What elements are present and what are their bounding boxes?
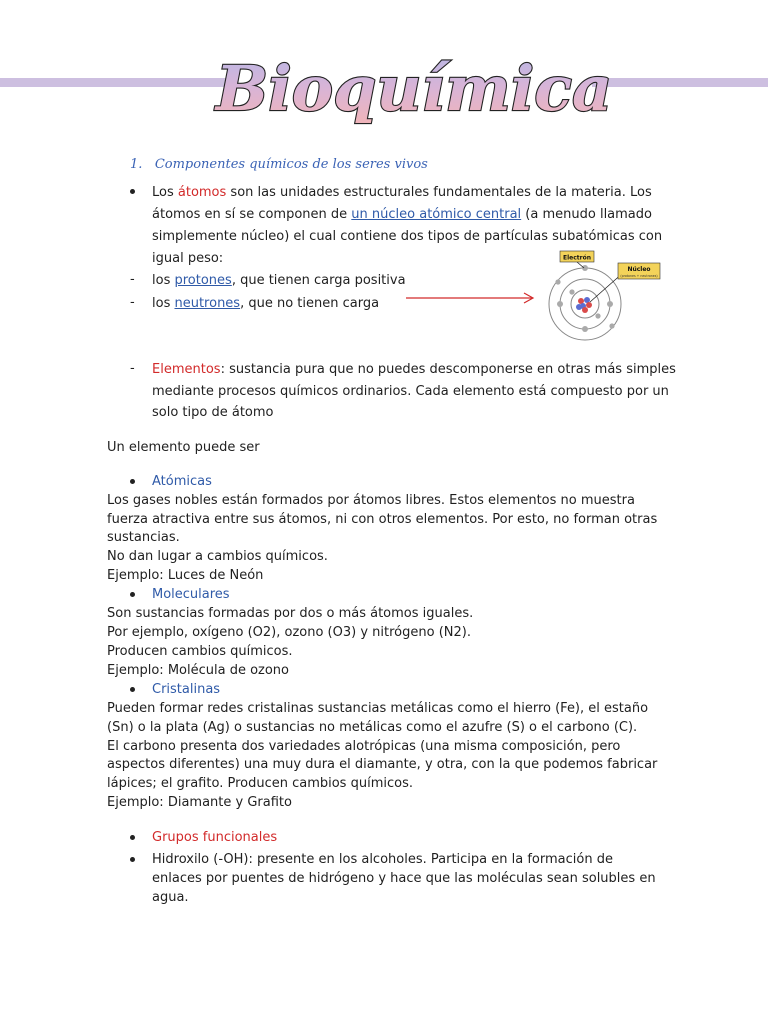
- svg-text:(protones + neutrones): (protones + neutrones): [620, 274, 658, 278]
- bullet-dot: [130, 479, 135, 484]
- cristalinas-label: Cristalinas: [152, 682, 221, 697]
- atoms-line-4: igual peso:: [152, 251, 224, 266]
- grupos-line-1: Hidroxilo (-OH): presente en los alcoholes. Participa en la formación de: [152, 852, 613, 867]
- moleculares-line-4: Ejemplo: Molécula de ozono: [107, 663, 289, 678]
- dash-marker: -: [130, 361, 135, 376]
- protones-item: los protones, que tienen carga positiva: [152, 273, 406, 288]
- svg-text:Electrón: Electrón: [562, 254, 592, 262]
- elementos-line-1: Elementos: sustancia pura que no puedes descomponerse en otras más simples: [152, 362, 676, 377]
- bullet-dot: [130, 835, 135, 840]
- atom-diagram: [538, 248, 664, 340]
- bullet-dot: [130, 857, 135, 862]
- dash-marker: -: [130, 295, 135, 310]
- atoms-line-3: simplemente núcleo) el cual contiene dos tipos de partículas subatómicas con: [152, 229, 663, 244]
- cristalinas-line-4: aspectos diferentes) una muy dura el diamante, y otra, con la que podemos fabricar: [107, 757, 658, 772]
- atomicas-line-5: Ejemplo: Luces de Neón: [107, 568, 264, 583]
- atomicas-line-4: No dan lugar a cambios químicos.: [107, 549, 328, 564]
- neutrones-item: los neutrones, que no tienen carga: [152, 296, 380, 311]
- moleculares-line-2: Por ejemplo, oxígeno (O2), ozono (O3) y nitrógeno (N2).: [107, 625, 471, 640]
- header-rule-right: [592, 78, 768, 87]
- cristalinas-line-2: (Sn) o la plata (Ag) o sustancias no metálicas como el azufre (S) o el carbono (C).: [107, 720, 638, 735]
- moleculares-line-1: Son sustancias formadas por dos o más átomos iguales.: [107, 606, 474, 621]
- svg-text:Bioquímica: Bioquímica: [215, 52, 613, 125]
- atoms-line-1: Los átomos son las unidades estructurales fundamentales de la materia. Los: [152, 185, 652, 200]
- cristalinas-line-3: El carbono presenta dos variedades alotrópicas (una misma composición, pero: [107, 739, 621, 754]
- atomicas-line-1: Los gases nobles están formados por átomos libres. Estos elementos no muestra: [107, 493, 635, 508]
- dash-marker: -: [130, 272, 135, 287]
- bullet-dot: [130, 687, 135, 692]
- atomicas-label: Atómicas: [152, 474, 212, 489]
- cristalinas-line-1: Pueden formar redes cristalinas sustancias metálicas como el hierro (Fe), el estaño: [107, 701, 649, 716]
- moleculares-label: Moleculares: [152, 587, 230, 602]
- intro-text: Un elemento puede ser: [107, 440, 260, 455]
- moleculares-line-3: Producen cambios químicos.: [107, 644, 293, 659]
- grupos-label: Grupos funcionales: [152, 830, 278, 845]
- grupos-line-2: enlaces por puentes de hidrógeno y hace que las moléculas sean solubles en: [152, 871, 656, 886]
- section-heading: 1. Componentes químicos de los seres vivos: [130, 157, 428, 172]
- atoms-line-2: átomos en sí se componen de un núcleo atómico central (a menudo llamado: [152, 207, 652, 222]
- arrow-icon: [404, 290, 538, 306]
- protones-link[interactable]: protones: [174, 273, 232, 288]
- atomicas-line-3: sustancias.: [107, 530, 180, 545]
- nucleus-link[interactable]: un núcleo atómico central: [351, 207, 522, 222]
- cristalinas-line-5: lápices; el grafito. Producen cambios químicos.: [107, 776, 413, 791]
- header-rule-left: [0, 78, 232, 87]
- elementos-line-3: solo tipo de átomo: [152, 405, 274, 420]
- svg-text:Núcleo: Núcleo: [627, 266, 651, 273]
- bullet-dot: [130, 189, 135, 194]
- grupos-line-3: agua.: [152, 890, 189, 905]
- cristalinas-line-6: Ejemplo: Diamante y Grafito: [107, 795, 292, 810]
- atomicas-line-2: fuerza atractiva entre sus átomos, ni con otros elementos. Por esto, no forman otras: [107, 512, 658, 527]
- neutrones-link[interactable]: neutrones: [174, 296, 241, 311]
- elementos-line-2: mediante procesos químicos ordinarios. Cada elemento está compuesto por un: [152, 384, 669, 399]
- page-title: [215, 48, 613, 134]
- bullet-dot: [130, 592, 135, 597]
